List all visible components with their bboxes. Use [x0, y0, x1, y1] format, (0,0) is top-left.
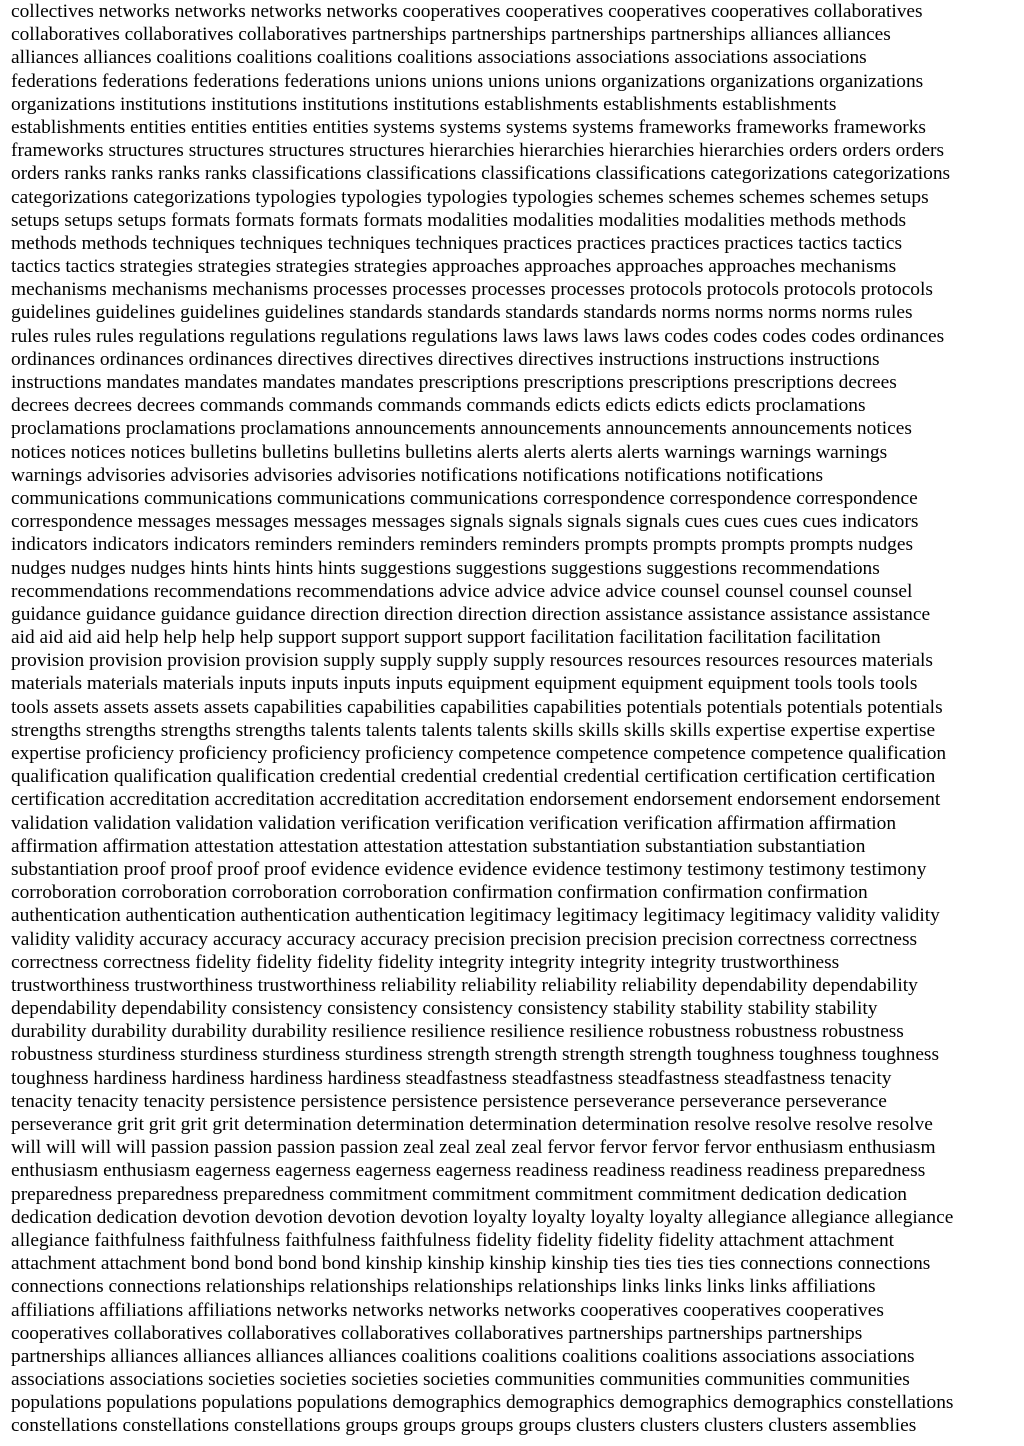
text-line: proclamations proclamations proclamations announcements announcements announcements announcements notices — [11, 418, 912, 440]
text-line: indicators indicators indicators reminders reminders reminders reminders prompts prompts prompts prompts nudges — [11, 534, 914, 556]
text-line: communications communications communications communications correspondence correspondence correspondence — [11, 487, 918, 509]
text-line: will will will will passion passion passion passion zeal zeal zeal zeal fervor fervor fervor fervor enthusiasm enthusiasm — [11, 1137, 936, 1159]
text-line: associations associations societies societies societies societies communities communities communities communities — [11, 1369, 910, 1391]
text-line: warnings advisories advisories advisories advisories notifications notifications notifications notifications — [11, 464, 824, 486]
text-line: recommendations recommendations recommendations advice advice advice advice counsel counsel counsel counsel — [11, 580, 913, 602]
text-line: robustness sturdiness sturdiness sturdiness sturdiness strength strength strength strength toughness toughness toughness — [11, 1044, 940, 1066]
text-line: tenacity tenacity tenacity persistence persistence persistence persistence perseverance perseverance perseverance — [11, 1090, 887, 1112]
text-line: enthusiasm enthusiasm eagerness eagerness eagerness eagerness readiness readiness readiness readiness preparedness — [11, 1160, 926, 1182]
text-line: populations populations populations populations demographics demographics demographics demographics constellations — [11, 1392, 954, 1414]
text-line: alliances alliances coalitions coalitions coalitions coalitions associations associations associations associations — [11, 47, 867, 69]
text-line: categorizations categorizations typologies typologies typologies typologies schemes schemes schemes schemes setups — [11, 186, 929, 208]
text-line: correctness correctness fidelity fidelity fidelity fidelity integrity integrity integrity integrity trustworthiness — [11, 951, 840, 973]
text-line: ordinances ordinances ordinances directives directives directives directives instructions instructions instructions — [11, 348, 880, 370]
text-line: validity validity accuracy accuracy accuracy accuracy precision precision precision precision correctness correctness — [11, 928, 918, 950]
text-line: preparedness preparedness preparedness commitment commitment commitment commitment dedication dedication — [11, 1183, 908, 1205]
text-line: establishments entities entities entities entities systems systems systems systems frameworks frameworks frameworks — [11, 116, 926, 138]
text-line: federations federations federations federations unions unions unions unions organizations organizations organizations — [11, 70, 924, 92]
text-line: corroboration corroboration corroboration corroboration confirmation confirmation confirmation confirmation — [11, 882, 868, 904]
text-line: collectives networks networks networks networks cooperatives cooperatives cooperatives cooperatives collaboratives — [11, 1, 923, 22]
text-line: collaboratives collaboratives collaboratives partnerships partnerships partnerships partnerships alliances alliances — [11, 24, 891, 46]
text-line: constellations constellations constellations groups groups groups groups clusters clusters clusters clusters assemblies — [11, 1415, 917, 1437]
text-line: dedication dedication devotion devotion devotion devotion loyalty loyalty loyalty loyalty allegiance allegiance allegiance — [11, 1206, 954, 1228]
text-line: cooperatives collaboratives collaboratives collaboratives collaboratives partnerships partnerships partnerships — [11, 1322, 863, 1344]
text-line: strengths strengths strengths strengths talents talents talents talents skills skills skills skills expertise expertise expertise — [11, 719, 936, 741]
text-line: correspondence messages messages messages messages signals signals signals signals cues cues cues cues indicators — [11, 511, 919, 533]
text-line: aid aid aid aid help help help help support support support support facilitation facilitation facilitation facilitation — [11, 627, 881, 649]
text-line: connections connections relationships relationships relationships relationships links links links links affiliations — [11, 1276, 876, 1298]
text-line: orders ranks ranks ranks ranks classifications classifications classifications classifications categorizations categorizations — [11, 163, 951, 185]
text-line: affirmation affirmation attestation attestation attestation attestation substantiation substantiation substantiation — [11, 835, 866, 857]
text-line: nudges nudges nudges hints hints hints hints suggestions suggestions suggestions suggestions recommendations — [11, 557, 880, 579]
text-line: allegiance faithfulness faithfulness faithfulness faithfulness fidelity fidelity fidelity fidelity attachment attachment — [11, 1229, 895, 1251]
text-line: tools assets assets assets assets capabilities capabilities capabilities capabilities potentials potentials potentials potentials — [11, 696, 943, 718]
text-line: guidelines guidelines guidelines guidelines standards standards standards standards norms norms norms norms rules — [11, 302, 913, 324]
text-line: certification accreditation accreditation accreditation accreditation endorsement endorsement endorsement endorsement — [11, 789, 941, 811]
text-line: instructions mandates mandates mandates mandates prescriptions prescriptions prescriptions prescriptions decrees — [11, 372, 897, 393]
text-line: methods methods techniques techniques techniques techniques practices practices practices practices tactics tactics — [11, 232, 903, 254]
text-line: mechanisms mechanisms mechanisms processes processes processes processes protocols protocols protocols protocols — [11, 279, 933, 301]
text-line: partnerships alliances alliances alliances alliances coalitions coalitions coalitions coalitions associations associations — [11, 1345, 915, 1367]
text-line: trustworthiness trustworthiness trustworthiness reliability reliability reliability reliability dependability dependability — [11, 974, 918, 996]
text-line: materials materials materials inputs inputs inputs inputs equipment equipment equipment equipment tools tools tools — [11, 673, 918, 695]
text-line: tactics tactics strategies strategies strategies strategies approaches approaches approaches approaches mechanisms — [11, 256, 897, 278]
text-line: validation validation validation validation verification verification verification verification affirmation affirmation — [11, 812, 897, 834]
text-line: attachment attachment bond bond bond bond kinship kinship kinship kinship ties ties ties ties connections connections — [11, 1253, 931, 1275]
text-line: toughness hardiness hardiness hardiness hardiness steadfastness steadfastness steadfastness steadfastness tenacity — [11, 1067, 892, 1089]
text-line: organizations institutions institutions institutions institutions establishments establishments establishments — [11, 93, 837, 115]
text-line: notices notices notices bulletins bulletins bulletins bulletins alerts alerts alerts alerts warnings warnings warnings — [11, 441, 888, 463]
text-line: authentication authentication authentication authentication legitimacy legitimacy legitimacy legitimacy validity validity — [11, 905, 940, 927]
text-line: guidance guidance guidance guidance direction direction direction direction assistance assistance assistance assistance — [11, 603, 931, 625]
text-line: expertise proficiency proficiency proficiency proficiency competence competence competence competence qualification — [11, 743, 947, 764]
text-line: affiliations affiliations affiliations networks networks networks networks cooperatives cooperatives cooperatives — [11, 1299, 884, 1321]
text-line: provision provision provision provision supply supply supply supply resources resources resources resources materials — [11, 650, 933, 672]
text-line: qualification qualification qualification credential credential credential credential certification certification certification — [11, 766, 936, 788]
text-line: durability durability durability durability resilience resilience resilience resilience robustness robustness robustness — [11, 1021, 904, 1043]
text-line: decrees decrees decrees commands commands commands commands edicts edicts edicts edicts proclamations — [11, 395, 866, 417]
text-line: frameworks structures structures structures structures hierarchies hierarchies hierarchies hierarchies orders orders orders — [11, 140, 945, 162]
text-line: substantiation proof proof proof proof evidence evidence evidence evidence testimony testimony testimony testimony — [11, 858, 927, 880]
text-line: perseverance grit grit grit grit determination determination determination determination resolve resolve resolve resolve — [11, 1114, 933, 1135]
text-line: rules rules rules regulations regulations regulations regulations laws laws laws laws codes codes codes codes ordinances — [11, 325, 945, 347]
text-line: dependability dependability consistency consistency consistency consistency stability stability stability stability — [11, 998, 878, 1020]
text-line: setups setups setups formats formats formats formats modalities modalities modalities modalities methods methods — [11, 209, 907, 231]
